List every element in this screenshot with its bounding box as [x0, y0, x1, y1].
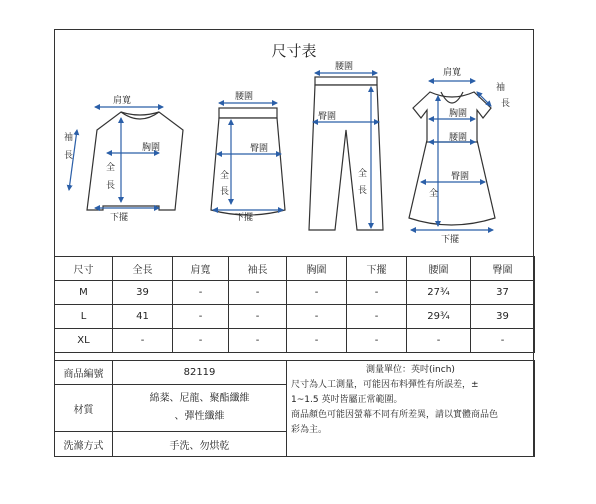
table-cell: 39: [471, 305, 535, 329]
page-title: 尺寸表: [271, 42, 317, 60]
material-label: 材質: [55, 385, 113, 432]
skirt-waist-label: 腰圍: [235, 92, 254, 102]
shirt-chest-label: 胸圍: [142, 143, 161, 153]
header-waist: 腰圍: [407, 257, 471, 281]
dress-hip-label: 臀圍: [451, 172, 470, 182]
note-unit: 測量單位：英吋(inch): [366, 365, 455, 375]
shirt-length-label-a: 全: [106, 163, 116, 173]
product-no-value: 82119: [113, 361, 287, 385]
size-table: [54, 256, 535, 353]
note-line-2: 1~1.5 英吋皆屬正常範圍。: [291, 395, 403, 405]
dress-sleeve-label-a: 袖: [496, 83, 506, 93]
pants-length-label-b: 長: [358, 186, 368, 196]
header-length: 全長: [113, 257, 173, 281]
dress-waist-label: 腰圍: [449, 133, 468, 143]
header-chest: 胸圍: [287, 257, 347, 281]
header-hip: 臀圍: [471, 257, 535, 281]
pants-length-label-a: 全: [358, 169, 368, 179]
note-line-3: 商品顏色可能因螢幕不同有所差異，請以實體商品色: [291, 410, 499, 420]
garment-diagrams: [55, 30, 533, 256]
table-cell: -: [287, 329, 347, 353]
table-cell: -: [347, 329, 407, 353]
table-cell: -: [113, 329, 173, 353]
table-cell: 27¾: [407, 281, 471, 305]
wash-label: 洗滌方式: [55, 432, 113, 457]
table-cell: -: [173, 281, 229, 305]
table-cell: -: [287, 281, 347, 305]
product-no-label: 商品編號: [55, 361, 113, 385]
table-cell: -: [229, 281, 287, 305]
shirt-sleeve-label-a: 袖: [64, 133, 74, 143]
shirt-hem-label: 下擺: [110, 213, 129, 223]
shirt-length-label-b: 長: [106, 181, 116, 191]
table-cell: -: [407, 329, 471, 353]
header-hem: 下擺: [347, 257, 407, 281]
table-cell: XL: [55, 329, 113, 353]
table-cell: -: [229, 305, 287, 329]
shirt-shoulder-label: 肩寬: [113, 96, 132, 106]
size-table-header-row: [55, 257, 535, 281]
material-line-2: 、彈性纖維: [174, 411, 225, 422]
product-info-table: [54, 360, 535, 457]
skirt-diagram: [211, 108, 285, 215]
header-shoulder: 肩寬: [173, 257, 229, 281]
table-cell: -: [471, 329, 535, 353]
wash-value: 手洗、勿烘乾: [113, 432, 287, 457]
skirt-hip-label: 臀圍: [250, 144, 269, 154]
skirt-length-label-b: 長: [220, 187, 230, 197]
dress-shoulder-label: 肩寬: [443, 68, 462, 78]
pants-waist-label: 腰圍: [335, 62, 354, 72]
table-cell: L: [55, 305, 113, 329]
skirt-length-label-a: 全: [220, 171, 230, 181]
table-cell: 41: [113, 305, 173, 329]
material-value: [113, 385, 287, 432]
table-cell: 29¾: [407, 305, 471, 329]
table-cell: -: [173, 329, 229, 353]
table-cell: 37: [471, 281, 535, 305]
table-cell: -: [347, 281, 407, 305]
table-cell: -: [287, 305, 347, 329]
skirt-hem-label: 下擺: [235, 213, 254, 223]
table-row: [55, 281, 535, 305]
product-no-row: [55, 361, 535, 385]
table-row: [55, 305, 535, 329]
shirt-diagram: [87, 112, 183, 210]
dress-chest-label: 胸圍: [449, 109, 468, 119]
pants-hip-label: 臀圍: [318, 112, 337, 122]
dress-sleeve-label-b: 長: [501, 99, 511, 109]
note-line-4: 彩為主。: [291, 425, 328, 435]
table-cell: M: [55, 281, 113, 305]
header-sleeve: 袖長: [229, 257, 287, 281]
header-size: 尺寸: [55, 257, 113, 281]
table-row: [55, 329, 535, 353]
dress-length-label: 全: [429, 189, 439, 199]
measurement-note: [287, 361, 535, 457]
table-cell: -: [347, 305, 407, 329]
pants-diagram: [309, 77, 383, 230]
dress-hem-label: 下擺: [441, 235, 460, 245]
material-line-1: 綿棻、尼龍、聚酯纖維: [149, 393, 250, 404]
note-line-1: 尺寸為人工測量，可能因布料彈性有所誤差，±: [291, 380, 479, 390]
table-cell: 39: [113, 281, 173, 305]
shirt-sleeve-label-b: 長: [64, 151, 74, 161]
table-cell: -: [229, 329, 287, 353]
table-cell: -: [173, 305, 229, 329]
